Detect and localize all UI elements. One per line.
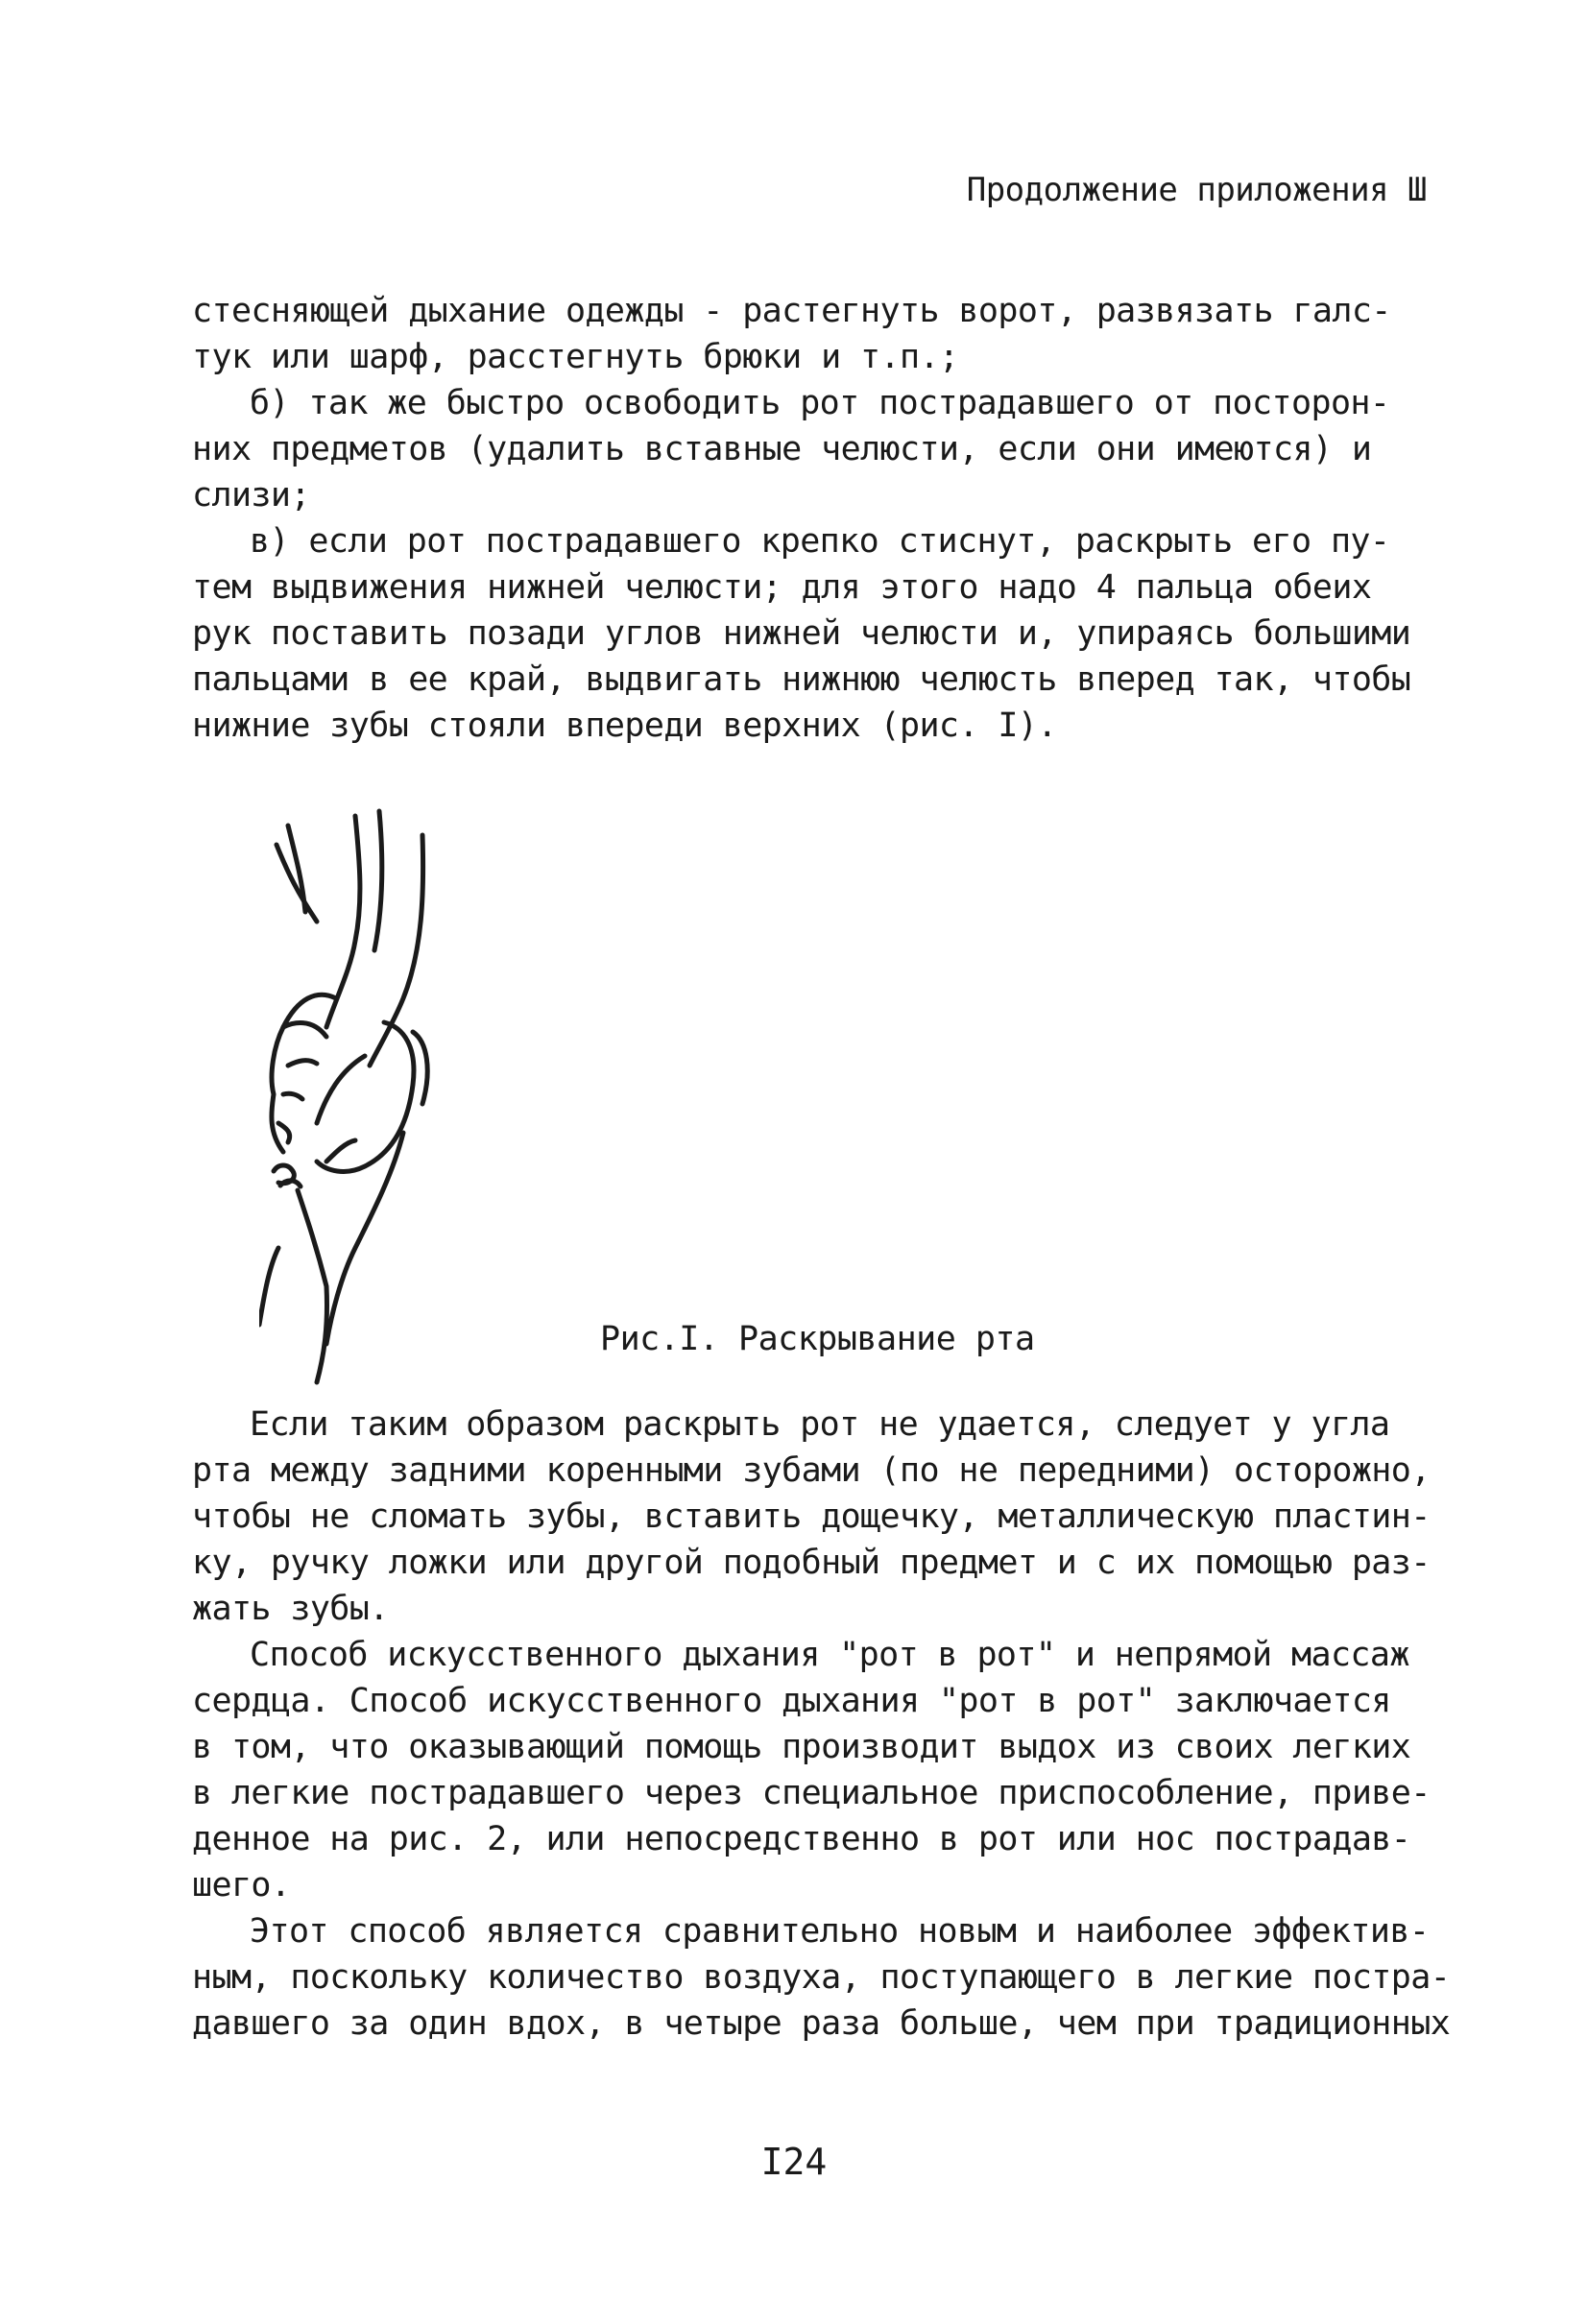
text-line: шего. [192, 1866, 291, 1905]
text-line: в легкие пострадавшего через специальное приспособление, приве- [192, 1774, 1431, 1812]
text-line: рук поставить позади углов нижней челюсти и, упираясь большими [192, 614, 1411, 653]
text-line: нижние зубы стояли впереди верхних (рис. I). [192, 707, 1057, 745]
text-line: в том, что оказывающий помощь производит выдох из своих легких [192, 1728, 1411, 1766]
text-block-2 [192, 1402, 1451, 2047]
text-line: ным, поскольку количество воздуха, поступающего в легкие постра- [192, 1958, 1451, 1997]
text-line: рта между задними коренными зубами (по не передними) осторожно, [192, 1451, 1431, 1490]
text-line: Способ искусственного дыхания "рот в рот" и непрямой массаж [250, 1636, 1409, 1674]
text-line: сердца. Способ искусственного дыхания "рот в рот" заключается [192, 1682, 1391, 1720]
figure-mouth-opening-illustration [259, 806, 586, 1402]
text-line: жать зубы. [192, 1590, 389, 1628]
text-block-1 [192, 288, 1431, 749]
text-line: слизи; [192, 476, 310, 515]
text-line: стесняющей дыхание одежды - растегнуть ворот, развязать галс- [192, 292, 1391, 330]
text-line: Этот способ является сравнительно новым и наиболее эффектив- [250, 1912, 1430, 1951]
text-line: тем выдвижения нижней челюсти; для этого надо 4 пальца обеих [192, 568, 1372, 607]
text-line: ку, ручку ложки или другой подобный предмет и с их помощью раз- [192, 1544, 1431, 1582]
text-line: в) если рот пострадавшего крепко стиснут, раскрыть его пу- [250, 522, 1390, 561]
text-line: чтобы не сломать зубы, вставить дощечку, металлическую пластин- [192, 1497, 1431, 1536]
text-line: тук или шарф, расстегнуть брюки и т.п.; [192, 338, 959, 376]
figure-caption: Рис.I. Раскрывание рта [600, 1320, 1035, 1358]
text-line: давшего за один вдох, в четыре раза больше, чем при традиционных [192, 2004, 1451, 2043]
text-line: б) так же быстро освободить рот пострадавшего от посторон- [250, 384, 1390, 422]
text-line: денное на рис. 2, или непосредственно в рот или нос пострадав- [192, 1820, 1411, 1858]
page-header: Продолжение приложения Ш [966, 171, 1427, 209]
text-line: них предметов (удалить вставные челюсти, если они имеются) и [192, 430, 1372, 468]
text-line: пальцами в ее край, выдвигать нижнюю челюсть вперед так, чтобы [192, 660, 1411, 699]
page-number: I24 [760, 2141, 828, 2183]
text-line: Если таким образом раскрыть рот не удается, следует у угла [250, 1405, 1390, 1444]
